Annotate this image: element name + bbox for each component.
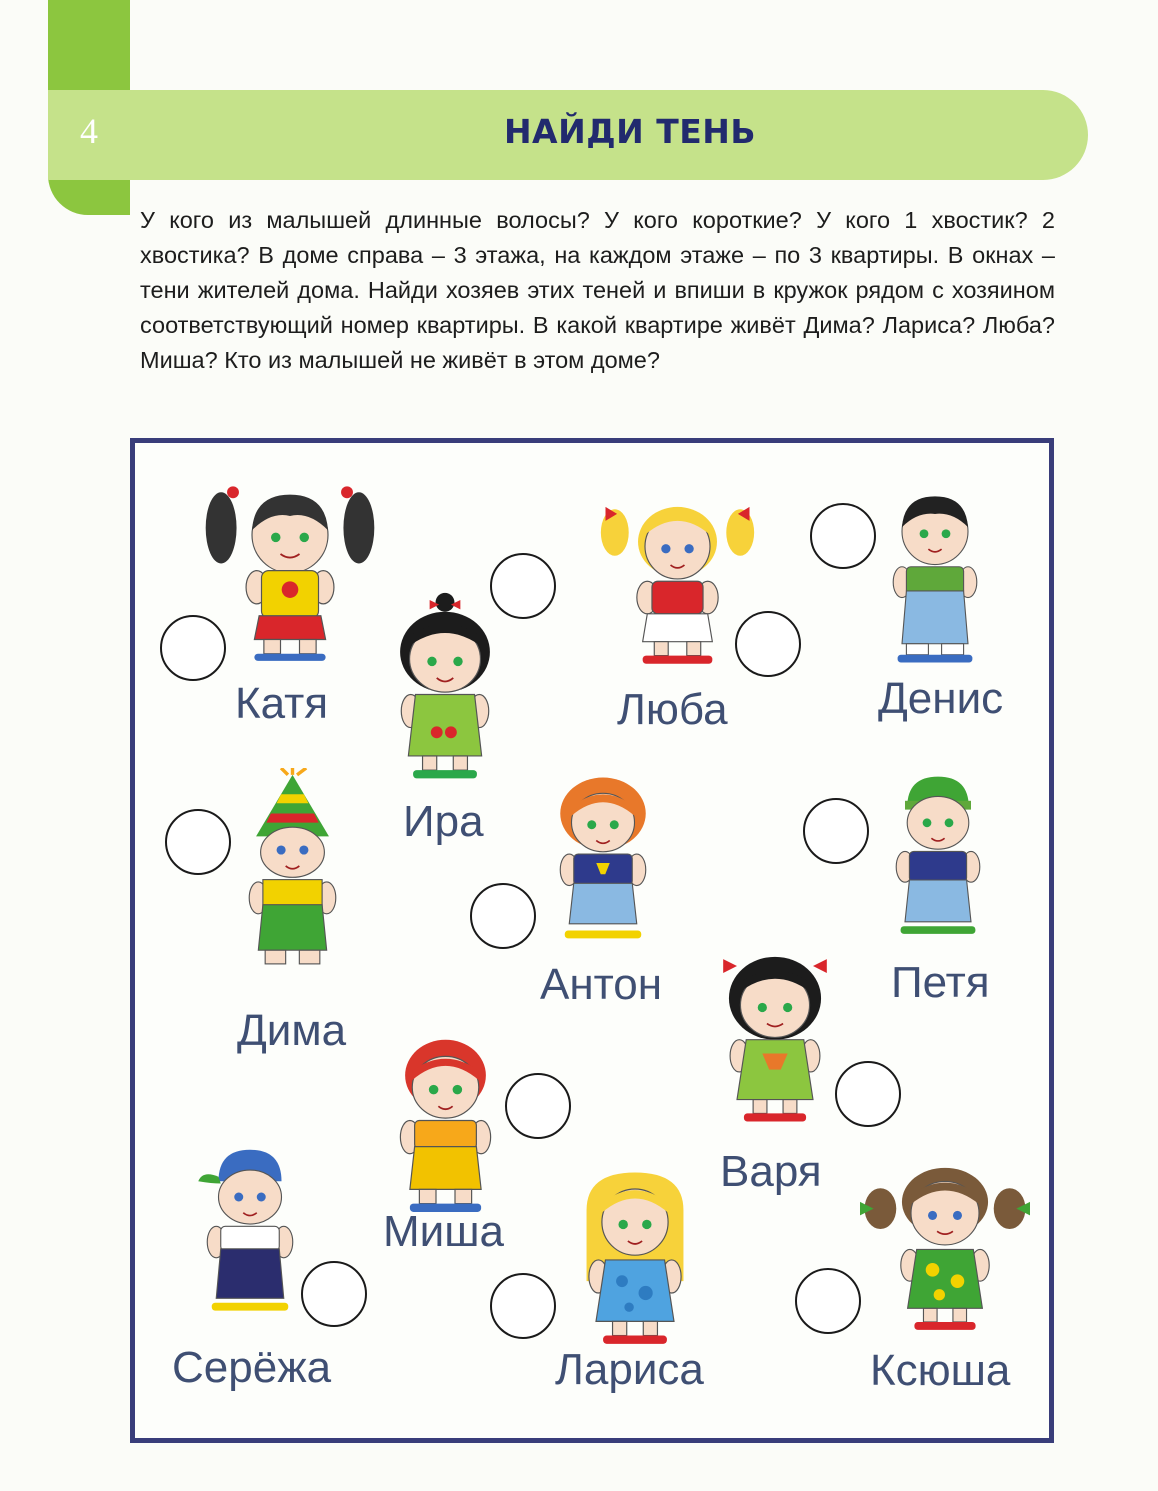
apartment-number-circle[interactable] [470, 883, 536, 949]
child-figure-varya [710, 943, 840, 1133]
apartment-number-circle[interactable] [735, 611, 801, 677]
child-figure-seryozha [190, 1143, 310, 1323]
apartment-number-circle[interactable] [803, 798, 869, 864]
child-figure-petya [883, 768, 993, 948]
child-figure-anton [543, 773, 663, 953]
kid-name-label: Ира [403, 797, 484, 846]
kid-name-label: Петя [891, 958, 990, 1007]
activity-frame [130, 438, 1054, 1443]
page-number: 4 [80, 111, 98, 151]
kid-name-label: Миша [383, 1207, 504, 1256]
child-figure-ksyusha [860, 1155, 1030, 1345]
kid-name-label: Катя [235, 679, 329, 728]
apartment-number-circle[interactable] [490, 553, 556, 619]
child-figure-larisa [570, 1163, 700, 1358]
apartment-number-circle[interactable] [505, 1073, 571, 1139]
kid-name-label: Серёжа [172, 1343, 332, 1392]
apartment-number-circle[interactable] [160, 615, 226, 681]
instructions-text: У кого из малышей длинные волосы? У кого короткие? У кого 1 хвостик? 2 хвостика? В доме справа – 3 этажа, на каждом этаже – по 3 квартиры. В окнах – тени жителей дома. Найди хозяев этих теней и впиши в кружок рядом с хозяином соответствующий номер квартиры. В какой квартире живёт Дима? Лариса? Люба? Миша? Кто из малышей не живёт в этом доме? [140, 207, 1055, 373]
child-figure-denis [880, 488, 990, 673]
child-figure-ira [380, 588, 510, 788]
kid-name-label: Антон [540, 960, 663, 1009]
apartment-number-circle[interactable] [301, 1261, 367, 1327]
kid-name-label: Лариса [555, 1345, 704, 1394]
kid-name-label: Люба [617, 685, 728, 734]
kid-name-label: Варя [720, 1147, 822, 1196]
apartment-number-circle[interactable] [810, 503, 876, 569]
apartment-number-circle[interactable] [835, 1061, 901, 1127]
kid-name-label: Ксюша [870, 1346, 1011, 1395]
child-figure-katya [205, 478, 375, 668]
kid-name-label: Дима [237, 1006, 347, 1055]
child-figure-misha [383, 1035, 508, 1225]
apartment-number-circle[interactable] [490, 1273, 556, 1339]
apartment-number-circle[interactable] [165, 809, 231, 875]
child-figure-dima [235, 768, 350, 973]
apartment-number-circle[interactable] [795, 1268, 861, 1334]
page-title: НАЙДИ ТЕНЬ [503, 112, 757, 151]
kid-name-label: Денис [878, 674, 1004, 723]
